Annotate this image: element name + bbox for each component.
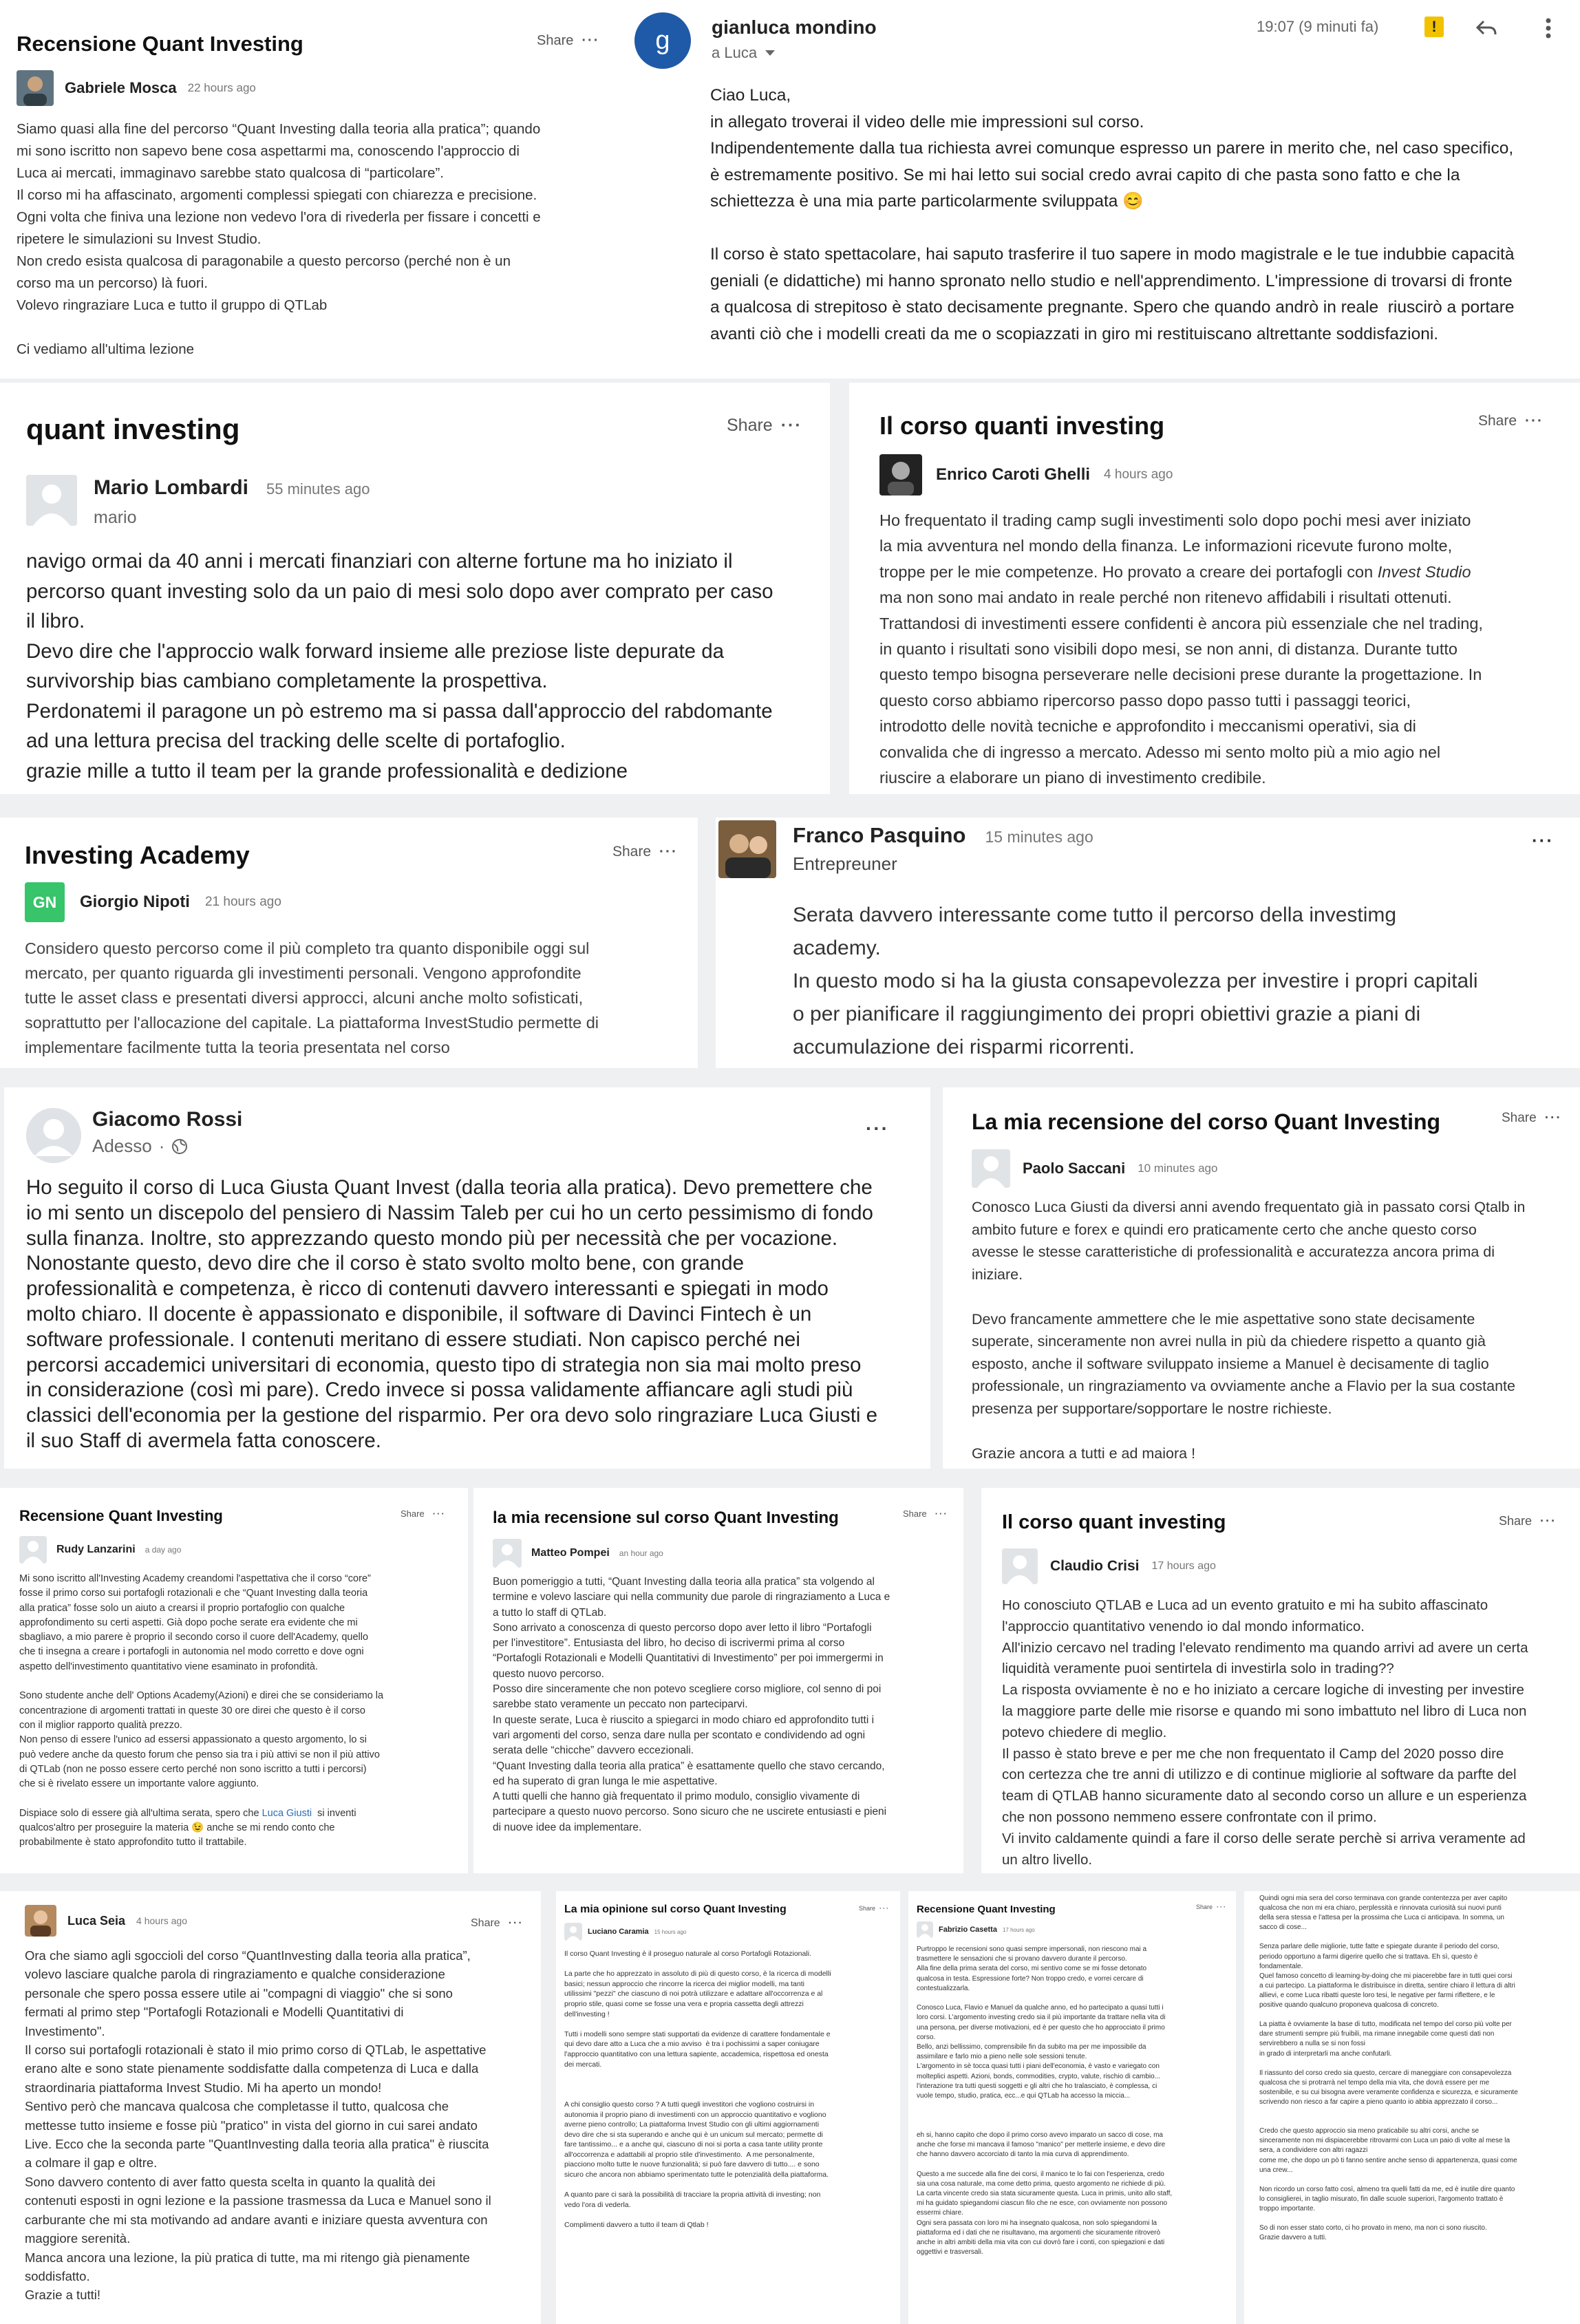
- share-button[interactable]: [471, 1917, 524, 1930]
- timestamp: 21 hours ago: [204, 895, 281, 909]
- recipient: a Luca: [712, 44, 758, 61]
- review-card-mario-lombardi: [0, 383, 830, 794]
- timestamp: 4 hours ago: [1104, 467, 1173, 482]
- more-options-icon[interactable]: ···: [866, 1118, 889, 1139]
- more-options-icon[interactable]: ···: [879, 1905, 890, 1912]
- review-body: Buon pomeriggio a tutti, “Quant Investing dalla teoria alla pratica” sta volgendo al termine e volevo lasciare qui nella community due parole di ringraziamento a Luca e a tutto lo staff di QTLab. Sono arrivato a conoscenza di questo percorso dopo aver letto il libro “Portafogli per l'investitore”. Entusiasta del libro, ho deciso di iscrivermi prima al corso “Portafogli Rotazionali e Modelli Quantitativi di Investimento” per poi immergermi in questo nuovo percorso. Posso dire sinceramente che non potevo scegliere corso migliore, col senno di poi sarebbe stato veramente un peccato non parteciparvi. In queste serate, Luca è riuscito a spiegarci in modo chiaro ed approfondito tutti i vari argomenti del corso, senza dare nulla per scontato e condividendo ad ogni serata delle “chicche” davvero eccezionali. “Quant Investing dalla teoria alla pratica” è esattamente quello che stavo cercando, ed ha superato di gran lunga le mie aspettative. A tutti quelli che hanno già frequentato il primo modulo, consiglio vivamente di partecipare a questo nuovo percorso. Sono sicuro che ne uscirete entusiasti e pieni di nuove idee da implementare.: [493, 1576, 890, 1833]
- avatar: [26, 1108, 81, 1163]
- review-title: la mia recensione sul corso Quant Investing: [493, 1509, 839, 1527]
- reply-icon[interactable]: [1474, 15, 1499, 40]
- share-button[interactable]: [1478, 413, 1544, 429]
- avatar: [17, 70, 54, 106]
- timestamp: 4 hours ago: [136, 1915, 187, 1926]
- review-body-part: si inventi qualcos'altro per proseguire la materia 😉 anche se mi rendo conto che probabilmente è stato approfondito tutto il trattabile.: [19, 1807, 356, 1848]
- share-label: Share: [612, 844, 652, 860]
- share-button[interactable]: [1502, 1111, 1562, 1126]
- review-body: [879, 508, 1483, 791]
- review-body: Considero questo percorso come il più completo tra quanto disponibile oggi sul mercato, per quanto riguarda gli investimenti personali. Vengono approfondite tutte le asset class e presentati diversi approcci, alcuni anche molto sofisticati, soprattutto per l'allocazione del capitale. La piattaforma InvestStudio permette di implementare facilmente tutta la teoria presentata nel corso: [25, 939, 599, 1056]
- author-role: Entrepreuner: [793, 853, 897, 874]
- more-options-icon[interactable]: ···: [432, 1509, 446, 1519]
- review-body: Ora che siamo agli sgoccioli del corso “QuantInvesting dalla teoria alla pratica”, volevo lasciare qualche parola di ringraziamento e qualche considerazione personale che spero possa essere utile ai "compagni di viaggio" che si sono fermati al primo step "Portafogli Rotazionali e Modelli Quantitativi di Investimento". Il corso sui portafogli rotazionali è stato il mio primo corso di QTLab, le aspettative erano alte e sono state pienamente soddisfatte dalla competenza di Luca e dalla straordinaria piattaforma Invest Studio. Mi ha aperto un mondo! Sentivo però che mancava qualcosa che completasse il tutto, qualcosa che mettesse tutto insieme e fosse più "pratico" in vista del giorno in cui sarei andato Live. Ecco che la seconda parte "QuantInvesting dalla teoria alla pratica" è riuscita a colmare il gap e oltre. Sono davvero contento di aver fatto questa scelta in quanto la qualità dei contenuti esposti in ogni lezione e la passione trasmessa da Luca e Manuel sono il carburante che mi sta motivando ad andare avanti e iniziare questa avventura con maggiore serenità. Manca ancora una lezione, la più pratica di tutte, ma mi ritengo già pienamente soddisfatto. Grazie a tutti!: [25, 1948, 491, 2303]
- review-body-part: Ho frequentato il trading camp sugli investimenti solo dopo pochi mesi aver iniziato la mia avventura nel mondo della finanza. Le informazioni ricevute furono molte, troppe per le mie competenze. Ho provato a creare dei portafogli con: [879, 511, 1471, 581]
- share-button[interactable]: [903, 1509, 948, 1519]
- review-card-claudio-crisi: [981, 1488, 1580, 1873]
- share-label: Share: [471, 1917, 500, 1929]
- sender-name[interactable]: gianluca mondino: [712, 17, 877, 38]
- share-label: Share: [903, 1509, 927, 1519]
- author-name[interactable]: Matteo Pompei: [531, 1547, 610, 1559]
- review-card-gabriele-mosca: [0, 0, 619, 379]
- timestamp: 17 hours ago: [1002, 1926, 1035, 1933]
- avatar: [1002, 1548, 1038, 1584]
- avatar: [564, 1923, 582, 1941]
- review-card-paolo-saccani: [943, 1087, 1580, 1469]
- share-label: Share: [401, 1509, 425, 1519]
- email-gianluca-mondino: [619, 0, 1580, 379]
- avatar: [19, 1536, 47, 1564]
- review-body: [19, 1572, 383, 1851]
- more-options-icon[interactable]: ···: [581, 33, 600, 48]
- share-button[interactable]: [401, 1509, 446, 1519]
- username: mario: [94, 508, 137, 527]
- public-globe-icon: [171, 1138, 188, 1155]
- mention-link[interactable]: Luca Giusti: [261, 1807, 312, 1819]
- email-body: Ciao Luca, in allegato troverai il video delle mie impressioni sul corso. Indipendentemente dalla tua richiesta avrei comunque espresso un parere in merito che, nel caso specifico, è estremamente positivo. Se mi hai letto sui social credo avrai capito di che pasta sono fatto e che la schiettezza è una mia parte particolarmente sviluppata 😊 Il corso è stato spettacolare, hai saputo trasferire il tuo sapere in modo magistrale e le tue indubbie capacità geniali (e didattiche) mi hanno spronato nello studio e nell'apprendimento. L'impressione di trovarsi di fronte a qualcosa di strepitoso è stato decisamente pregnante. Spero che quando andrò in reale riuscirò a portare avanti ciò che i modelli creati da me o scopiazzati in giro mi restituiscano altrettante soddisfazioni.: [710, 86, 1515, 343]
- email-timestamp: 19:07 (9 minuti fa): [1257, 18, 1379, 35]
- author-name[interactable]: Franco Pasquino: [793, 823, 966, 847]
- more-options-icon[interactable]: ···: [1544, 1111, 1562, 1125]
- share-button[interactable]: [1499, 1514, 1557, 1528]
- share-label: Share: [727, 416, 773, 435]
- review-title: Recensione Quant Investing: [917, 1904, 1056, 1915]
- more-options-icon[interactable]: ···: [1217, 1904, 1228, 1910]
- review-body: Ho conosciuto QTLAB e Luca ad un evento gratuito e mi ha subito affascinato l'approccio quantitativo venendo io dal mondo informatico. All'inizio cercavo nel trading l'elevato rendimento ma quando arrivi ad avere un certa liquidità veramente puoi sentirtela di investirla solo in trading?? La risposta ovviamente è no e ho iniziato a cercare logiche di investing per investire la maggiore parte delle mie risorse e quando mi sono imbattuto nel libro di Luca non potevo chiedere di meglio. Il passo è stato breve e per me che non frequentato il Camp del 2020 posso dire con certezza che tre anni di utilizzo e di continue migliorie al software da parfte del team di QTLAB hanno sicuramente dato al secondo corso un allure e un esperienza che non possono nemmeno essere confrontate con il primo. Vi invito caldamente quindi a fare il corso delle serate perchè si arriva veramente ad un altro livello.: [1002, 1597, 1528, 1868]
- review-body-part: Mi sono iscritto all'Investing Academy creandomi l'aspettativa che il corso “core” fosse il primo corso sui portafogli rotazionali e che “Quant Investing dalla teoria alla pratica” fosse solo un aiuto a crearsi il proprio portafoglio con qualche approfondimento su certi aspetti. Già dopo poche serate era evidente che mi sbagliavo, a mio parere è proprio il secondo corso il cuore dell'Academy, quello che ti insegna a creare i portafogli in autonomia nel modo corretto e dove ogni aspetto dell'investimento quantitativo viene esaminato in profondità. Sono studente anche dell' Options Academy(Azioni) e direi che se consideriamo la concentrazione di argomenti trattati in queste 30 ore direi che questo è il corso con il miglior rapporto qualità prezzo. Non penso di essere l'unico ad essersi appassionato a questo argomento, lo si può vedere anche da questo forum che penso sia tra i più attivi se non il più attivo di QTLab (non ne posso essere certo perché non sono iscritto a tutti i percorsi) che si è rivelato essere un importante valore aggiunto. Dispiace solo di essere già all'ultima serata, spero che: [19, 1573, 384, 1819]
- author-name[interactable]: Enrico Caroti Ghelli: [936, 465, 1091, 484]
- timestamp: an hour ago: [619, 1548, 663, 1558]
- review-body-part: ma non sono mai andato in reale perché non ritenevo affidabili i risultati ottenuti. Trattandosi di investimenti essere confidenti è ancora più essenziale che nel trading, in quanto i risultati sono visibili dopo mesi, se non anni, di distanza. Durante tutto questo tempo bisogna perseverare nelle decisioni prese durante la progettazione. In questo corso abbiamo ripercorso passo dopo passo tutti i passaggi teorici, introdotto delle novità tecniche e approfondito i meccanismi operativi, sia di convalida che di ingresso a mercato. Adesso mi sento molto più a mio agio nel riuscire a elaborare un piano di investimento credibile.: [879, 588, 1483, 787]
- more-options-icon[interactable]: ···: [1532, 830, 1554, 851]
- timestamp: 17 hours ago: [1151, 1560, 1216, 1572]
- review-card-luca-seia: [0, 1891, 541, 2324]
- review-card-rudy-lanzarini: [0, 1488, 468, 1873]
- share-button[interactable]: [727, 416, 802, 436]
- more-options-icon[interactable]: ···: [508, 1917, 524, 1929]
- avatar: [972, 1149, 1010, 1188]
- avatar: [917, 1921, 933, 1938]
- share-label: Share: [1196, 1904, 1213, 1910]
- author-name[interactable]: Luciano Caramia: [588, 1928, 649, 1936]
- author-name[interactable]: Giacomo Rossi: [92, 1108, 243, 1131]
- review-body: Ho seguito il corso di Luca Giusta Quant Invest (dalla teoria alla pratica). Devo premettere che io mi sento un discepolo del pensiero di Nassim Taleb per cui ho un certo pessimismo di fondo sulla finanza. Inoltre, sto apprezzando questo mondo più per necessità che per vocazione. Nonostante questo, devo dire che il corso è stato svolto molto bene, con grande professionalità e competenza, è ricco di contenuti davvero interessanti e spiegati in modo molto chiaro. Il docente è appassionato e disponibile, il software di Davinci Fintech è un software professionale. I contenuti meritano di essere studiati. Non capisco perché nei percorsi accademici universitari di economia, questo tipo di strategia non sia mai molto preso in considerazione (così mi pare). Credo invece si possa validamente affiancare agli studi più classici dell'economia per la gestione del risparmio. Per ora devo solo ringraziare Luca Giusti e il suo Staff di avermela fatta conoscere.: [26, 1176, 878, 1452]
- avatar: [879, 454, 922, 495]
- review-body: Quindi ogni mia sera del corso terminava con grande contentezza per aver capito qualcosa che non mi era chiaro, perplessità e rinnovata curiosità sui nuovi punti della sera stessa e l'attesa per la prossima che Luca ci anticipava. In somma, un sacco di cose... Senza parlare delle migliorie, tutte fatte e spiegate durante il periodo del corso, periodo opportuno a farmi digerire quello che si trattava. Eh sì, questo è fondamentale. Quel famoso concetto di learning-by-doing che mi piacerebbe fare in tutti quei corsi a cui partecipo. La piattaforma le distribuisce in diretta, sentire chiaro il lettura di altri allievi, e come Luca ribatti queste loro tesi, le negative per farmi riflettere, e le positive quando qualcuno proponeva qualcosa di concreto. La piatta è ovviamente la base di tutto, modificata nel tempo del corso più volte per dare strumenti sempre più fruibili, ma rimane innegabile come questi dati non servirebbero a nulla se si non fossi in grado di interpretarli ma anche confutarli. Il riassunto del corso credo sia questo, cercare di maneggiare con consapevolezza qualcosa che si protrarrà nel tempo della mia vita, che dovrà essere per me sostenibile, e su cui bisogna avere veramente confidenza e sicurezza, e sicuramente scrivendo non riesco a far capire a pieno quanto io abbia apprezzato il corso... Credo che questo approccio sia meno praticabile su altri corsi, anche se sinceramente non mi dispiacerebbe ritrovarmi con Luca un paio di volte al mese la sera, a condividere con altri ragazzi come me, che dopo un pò ti fanno sentire anche senso di appartenenza, quasi come una crew... Non ricordo un corso fatto così, almeno tra quelli fatti da me, ed è inutile dire quanto lo consiglierei, in taglio misurato, fin dalle scuole superiori, l'argomento trattato è troppo importante. So di non esser stato corto, ci ho provato in meno, ma non ci sono riuscito. Grazie davvero a tutti.: [1259, 1895, 1518, 2242]
- share-button[interactable]: [859, 1905, 890, 1912]
- review-title: Investing Academy: [25, 841, 250, 869]
- review-card-matteo-pompei: [473, 1488, 963, 1873]
- details-chevron-icon[interactable]: [765, 50, 775, 56]
- review-title: quant investing: [26, 413, 240, 445]
- timestamp: 15 minutes ago: [985, 828, 1093, 846]
- share-label: Share: [1499, 1514, 1533, 1528]
- review-card-giorgio-nipoti: [0, 818, 698, 1068]
- share-button[interactable]: [1196, 1904, 1227, 1910]
- more-options-icon[interactable]: ···: [780, 416, 802, 435]
- author-name[interactable]: Rudy Lanzarini: [56, 1544, 136, 1555]
- author-name[interactable]: Mario Lombardi: [94, 476, 249, 499]
- timestamp: 15 hours ago: [654, 1928, 687, 1935]
- review-body: Purtroppo le recensioni sono quasi sempre impersonali, non riescono mai a trasmettere le sensazioni che si provano davvero durante il percorso. Alla fine della prima serata del corso, mi sentivo come se mi fosse detonato qualcosa in testa. Espressione forte? Non troppo credo, e vorrei cercare di contestualizzarla. Conosco Luca, Flavio e Manuel da qualche anno, ed ho partecipato a quasi tutti i loro corsi. L'argomento investing credo sia il più importante da trattare nella vita di una persona, per diverse motivazioni, ed è per questo che ho approcciato il primo corso. Bello, anzi bellissimo, comprensibile fin da subito ma per me impossibile da assimilare e farlo mio a pieno nelle sole sessioni tenute. L'argomento in sè tocca quasi tutti i piani dell'economia, è vasto e variegato con molteplici aspetti. Azioni, bonds, commodities, crypto, valute, rischio di cambio... l'interazione tra tutti questi soggetti e gli altri che ho tralasciato, è complessa, ci vuole tempo, studio, pratica, ecc...e qui QTLab ha accesso la miccia... eh si, hanno capito che dopo il primo corso avevo imparato un sacco di cose, ma anche che forse mi mancava il famoso "manico" per metterle insieme, e devo dire che hanno davvero accorciato di tanto la mia curva di apprendimento. Questo a me succede alla fine dei corsi, il manico te lo fai con l'esperienza, credo sia una cosa naturale, ma come detto prima, questo argomento ne richiede di più. La carta vincente credo sia stata sicuramente questa. Luca in primis, unito allo staff, mi ha guidato spiegandomi ciascun filo che ne esce, con ovviamente non possono essermi chiare. Ogni sera passata con loro mi ha insegnato qualcosa, non solo spiegandomi la piattaforma ed i dati che ne risultavano, ma argomenti che sicuramente ritroverò anche in altri ambiti della mia vita con cui dovrò fare i conti, con spiegazioni e dati oggettivi e trasversali.: [917, 1945, 1173, 2257]
- timestamp: a day ago: [145, 1545, 182, 1555]
- review-body: Siamo quasi alla fine del percorso “Quant Investing dalla teoria alla pratica”; quando mi sono iscritto non sapevo bene cosa aspettarmi ma, conoscendo l'approccio di Luca ai mercati, immaginavo sarebbe stato qualcosa di “particolare”. Il corso mi ha affascinato, argomenti complessi spiegati con chiarezza e precisione. Ogni volta che finiva una lezione non vedevo l'ora di riveder​la per fissare i concetti e ripetere le simulazioni su Invest Studio. Non credo esista qualcosa di paragonabile a questo percorso (perché non è un corso ma un percorso) là fuori. Volevo ringraziare Luca e tutto il gruppo di QTLab Ci vediamo all'ultima lezione: [17, 121, 541, 357]
- share-label: Share: [1502, 1111, 1537, 1125]
- author-name[interactable]: Gabriele Mosca: [65, 79, 177, 96]
- review-title: Recensione Quant Investing: [17, 32, 303, 56]
- author-name[interactable]: Luca Seia: [67, 1913, 126, 1928]
- more-options-icon[interactable]: ···: [1525, 413, 1544, 429]
- share-label: Share: [1478, 413, 1517, 429]
- avatar: g: [634, 12, 691, 69]
- review-card-giacomo-rossi: Giacomo Rossi Adesso · ··· Ho seguito il corso di Luca Giusta Quant Invest (dalla teoria alla pratica). Devo premettere che io mi sento un discepolo del pensiero di Nassim Taleb per cui ho un certo pessimismo di fondo sulla finanza. Inoltre, sto apprezzando questo mondo più per necessità che per vocazione. Nonostante questo, devo dire che il corso è stato svolto molto bene, con grande professionalità e competenza, è ricco di contenuti davvero interessanti e spiegati in modo molto chiaro. Il docente è appassionato e disponibile, il software di Davinci Fintech è un software professionale. I contenuti meritano di essere studiati. Non capisco perché nei percorsi accademici universitari di economia, questo tipo di strategia non sia mai molto preso in considerazione (così mi pare). Credo invece si possa validamente affiancare agli studi più classici dell'economia per la gestione del risparmio. Per ora devo solo ringraziare Luca Giusti e il suo Staff di avermela fatta conoscere.: [4, 1087, 930, 1469]
- review-card-enrico-caroti-ghelli: [849, 383, 1580, 794]
- review-body: Conosco Luca Giusti da diversi anni avendo frequentato già in passato corsi Qtalb in ambito future e forex e quindi ero praticamente certo che anche questo corso avesse le stesse caratteristiche di professionalità e accuratezza ancora prima di iniziare. Devo francamente ammettere che le mie aspettative sono state decisamente superate, sinceramente non avrei nulla in più da chiedere rispetto a quanto già esposto, anche il software sviluppato insieme a Manuel è decisamente di taglio professionale, un ringraziamento va ovviamente anche a Flavio per la sua costante presenza per supportare/sopportare le nostre richieste. Grazie ancora a tutti e ad maiora !: [972, 1199, 1526, 1462]
- review-card-luciano-caramia: [556, 1891, 900, 2324]
- important-marker-icon[interactable]: !: [1424, 17, 1444, 37]
- review-body: Il corso Quant Investing è il proseguo naturale al corso Portafogli Rotazionali. La parte che ho apprezzato in assoluto di più di questo corso, è la ricerca di modelli basici; nessun approccio che rincorre la ricerca dei miglior modelli, ma tanti utilissimi "pezzi" che ciascuno di noi potrà utilizzare e adattare all'occorrenza e al proprio stile, quasi come se fosse una vera e propria cassetta degli attrezzi dell'investing ! Tutti i modelli sono sempre stati supportati da evidenze di carattere fondamentale e qui devo dare atto a Luca che a mio avviso è tra i pochissimi a saper coniugare l'approccio quantitativo con una lettura sapiente, accademica, rispettosa ed onesta dei mercati. A chi consiglio questo corso ? A tutti quegli investitori che vogliono costruirsi in autonomia il proprio piano di investimenti con un approccio quantitativo e vogliono averne pieno controllo; La piattaforma Invest Studio con gli ultimi aggiornamenti devo dire che si sta superando e anche qui è un unicum sul mercato; permette di fare tantissimo... e a anche qui, ciascuno di noi si porta a casa tante utility pronte all'occorrenza e adattabili al proprio stile d'investimento. A me personalmente, piacciono molto tutte le nuove funzionalità; si può fare davvero di tutto.... e sono sicuro che ancora non abbiamo sperimentato tutte le potenzialità della piattaforma. A quanto pare ci sarà la possibilità di tracciare la propria attività di investing; non vedo l'ora di vederla. Complimenti davvero a tutto il team di Qtlab !: [564, 1950, 831, 2230]
- more-options-icon[interactable]: ···: [935, 1509, 948, 1519]
- author-name[interactable]: Fabrizio Casetta: [939, 1926, 997, 1934]
- review-card-franco-pasquino: [716, 818, 1580, 1068]
- author-name[interactable]: Paolo Saccani: [1023, 1160, 1126, 1177]
- review-title: Il corso quant investing: [1002, 1511, 1226, 1533]
- avatar: GN: [25, 882, 65, 922]
- timestamp: 55 minutes ago: [266, 480, 370, 498]
- author-name[interactable]: Giorgio Nipoti: [80, 893, 190, 911]
- review-title: La mia recensione del corso Quant Investing: [972, 1109, 1441, 1134]
- review-body: navigo ormai da 40 anni i mercati finanziari con alterne fortune ma ho iniziato il percorso quant investing solo da un paio di mesi solo dopo aver comprato per caso il libro. Devo dire che l'approccio walk forward insieme alle preziose liste depurate da survivorship bias cambiano completamente la prospettiva. Perdonatemi il paragone un pò estremo ma si passa dall'approccio del rabdomante ad una lettura precisa del tracking delle scelte di portafoglio. grazie mille a tutto il team per la grande professionalità e dedizione: [26, 550, 773, 782]
- timestamp: 10 minutes ago: [1138, 1162, 1218, 1175]
- timestamp: Adesso: [92, 1136, 152, 1156]
- more-options-icon[interactable]: [1541, 17, 1555, 40]
- review-title: Il corso quanti investing: [879, 412, 1165, 440]
- author-name[interactable]: Claudio Crisi: [1050, 1558, 1140, 1574]
- avatar: [493, 1539, 522, 1568]
- more-options-icon[interactable]: ···: [1540, 1514, 1557, 1528]
- share-button[interactable]: [537, 33, 599, 49]
- avatar: [25, 1905, 56, 1937]
- share-label: Share: [537, 33, 574, 48]
- review-card-fabrizio-casetta: [908, 1891, 1236, 2324]
- review-body-emphasis: Invest Studio: [1377, 562, 1471, 581]
- share-label: Share: [859, 1905, 876, 1912]
- more-options-icon[interactable]: ···: [659, 844, 679, 860]
- avatar: [718, 820, 776, 878]
- review-card-continuation: [1244, 1891, 1580, 2324]
- share-button[interactable]: [612, 844, 678, 860]
- avatar: [26, 475, 77, 526]
- review-body: Serata davvero interessante come tutto il percorso della investimg academy. In questo modo si ha la giusta consapevolezza per investire i propri capitali o per pianificare il raggiungimento dei propri obiettivi grazie a piani di accumulazione dei risparmi ricorrenti.: [793, 904, 1478, 1058]
- timestamp: 22 hours ago: [187, 81, 256, 94]
- review-title: Recensione Quant Investing: [19, 1507, 223, 1524]
- review-title: La mia opinione sul corso Quant Investing: [564, 1904, 787, 1915]
